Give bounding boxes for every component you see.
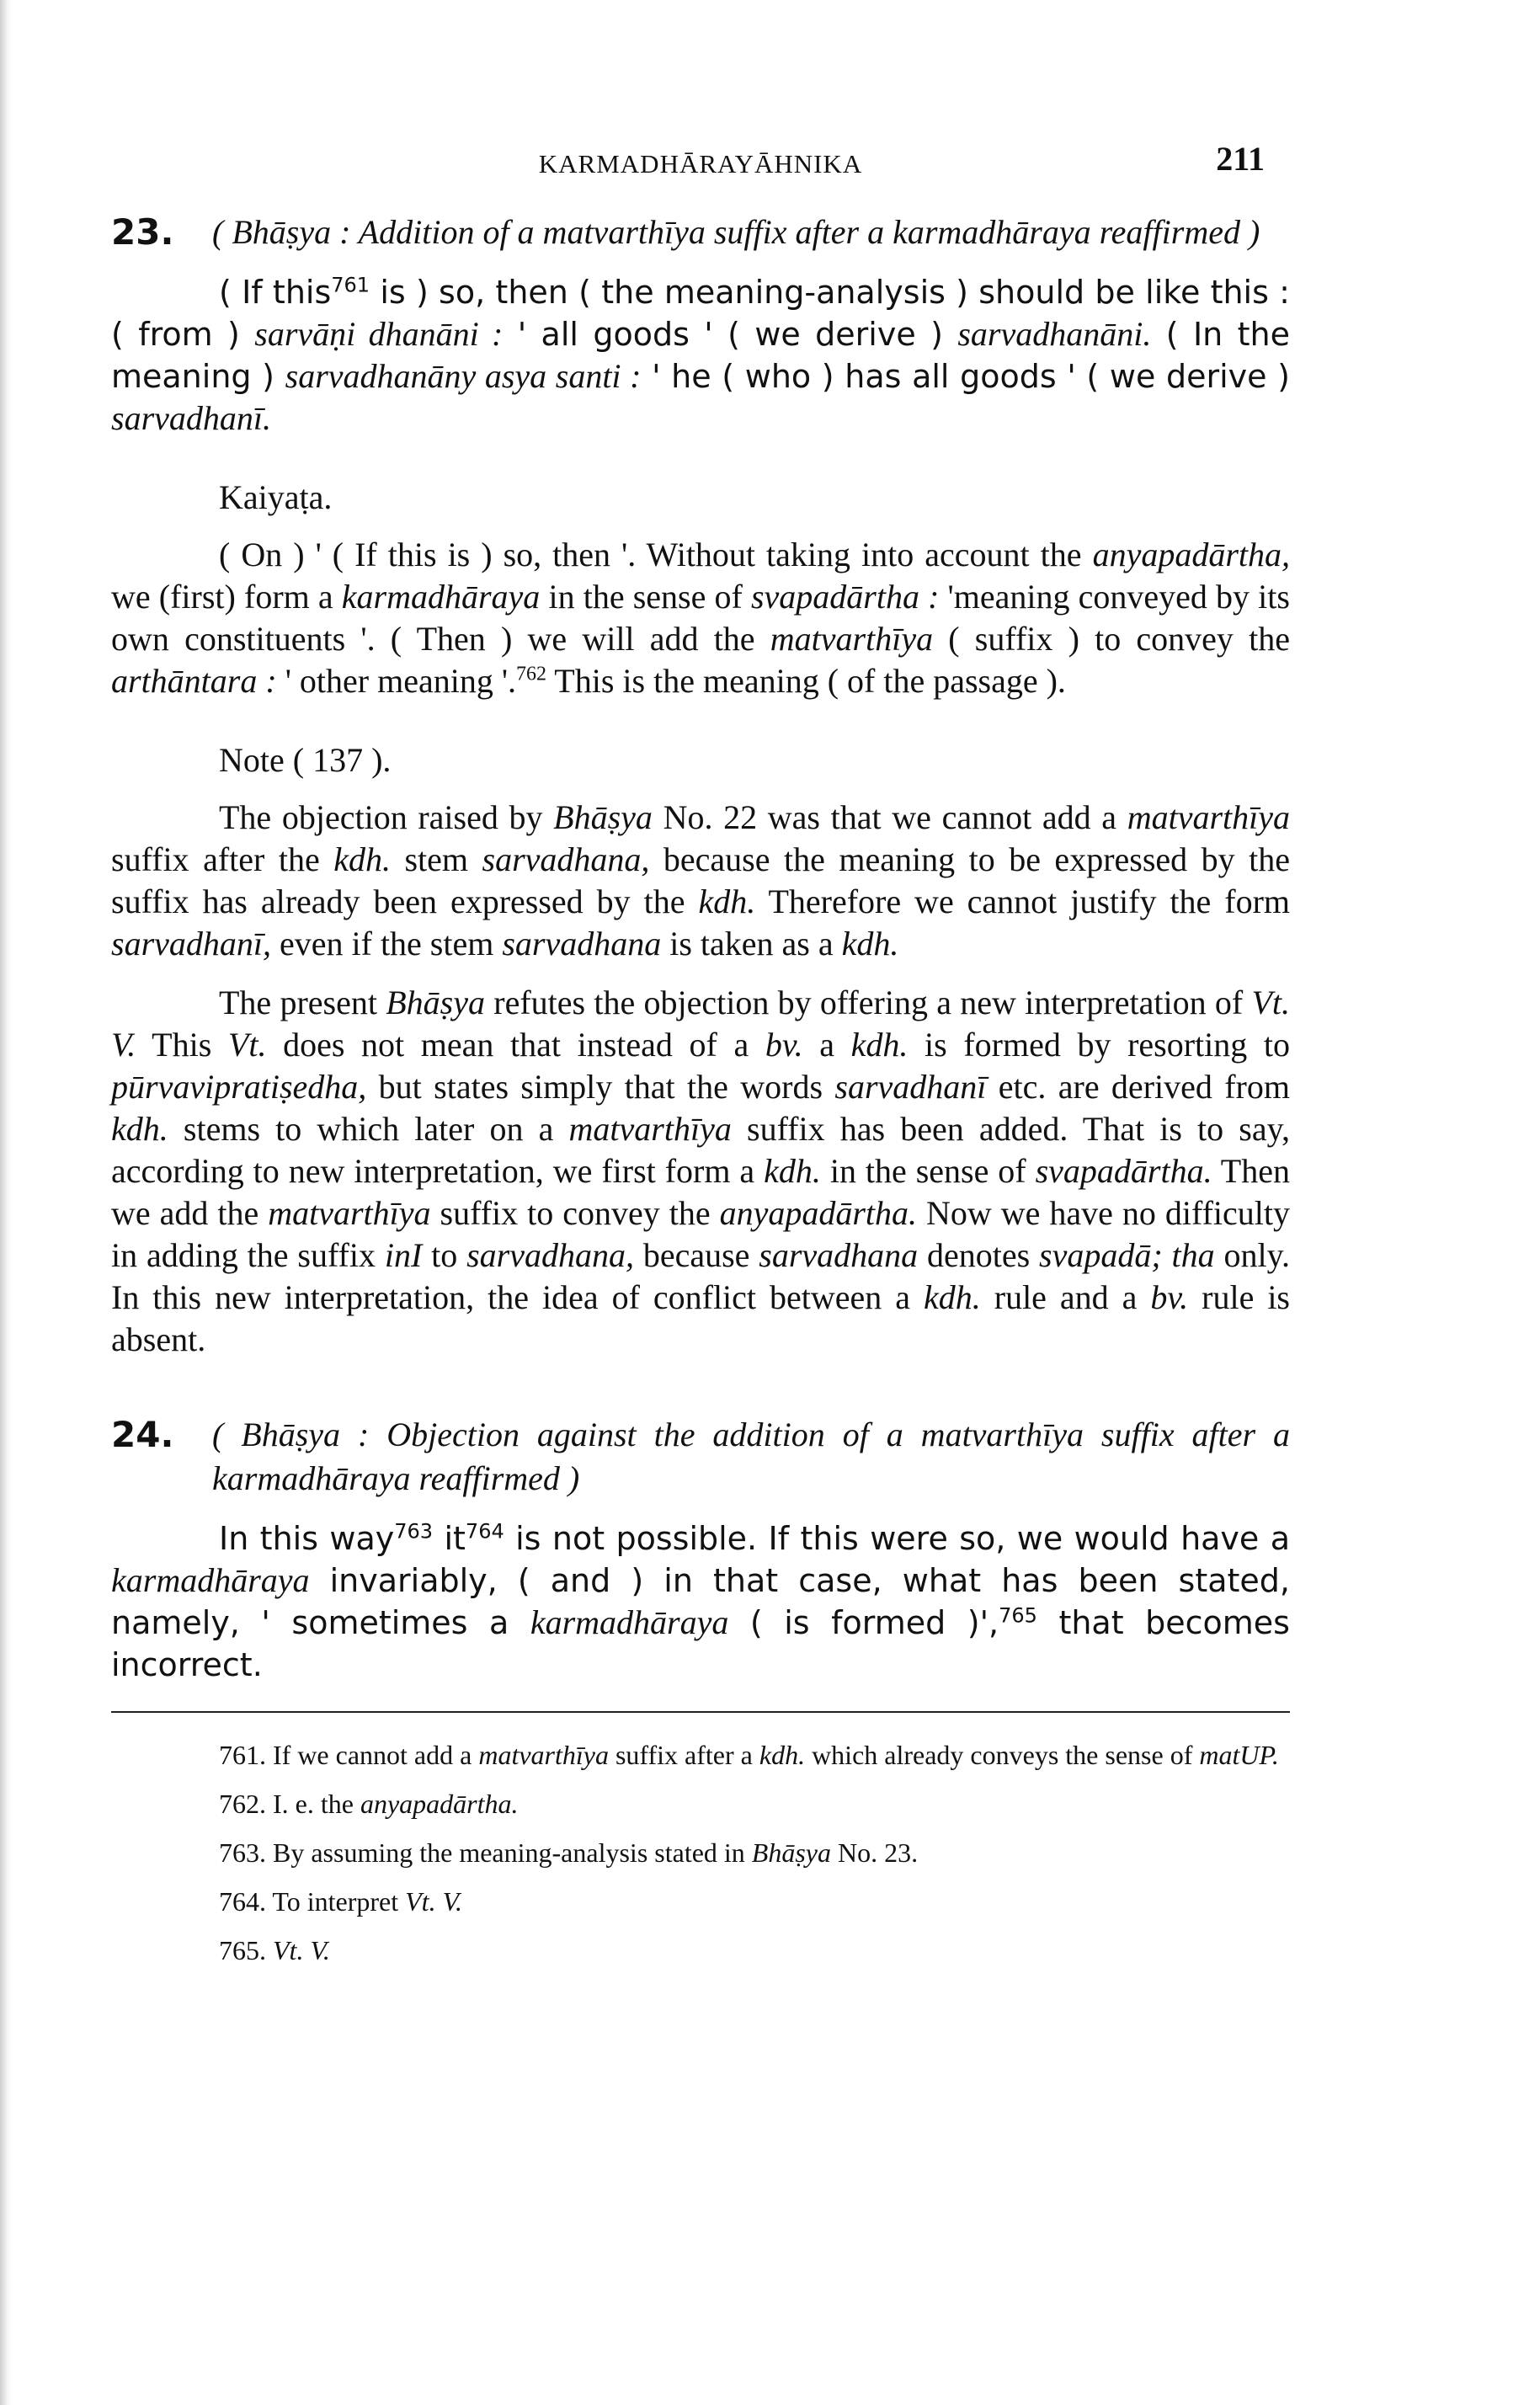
footnote-ref: 763 <box>394 1519 434 1544</box>
term: kdh. <box>698 883 756 920</box>
term: matUP. <box>1199 1740 1279 1770</box>
section-title: ( Bhāṣya : Objection against the addition of a matvarthīya suffix after a karmadhāraya reaffirmed ) <box>212 1416 1290 1497</box>
text-run: By assuming the meaning-analysis stated in <box>273 1837 752 1868</box>
term: Vt. V. <box>405 1886 462 1917</box>
term: matvarthīya <box>478 1740 609 1770</box>
bhasya-24-text <box>111 1517 1290 1686</box>
kaiyata-heading: Kaiyaṭa. <box>219 478 333 516</box>
text-run: In this way <box>219 1520 395 1557</box>
term: matvarthīya <box>1127 798 1290 836</box>
text-run: This <box>136 1026 228 1064</box>
text-run: Therefore we cannot justify the form <box>755 883 1291 920</box>
text-run: is ) so, then ( the meaning-analysis ) should be like this : ( from ) <box>111 274 1290 353</box>
running-title: KARMADHĀRAYĀHNIKA <box>538 149 863 179</box>
term: karmadhāraya <box>530 1603 729 1641</box>
footnote-number: 761. <box>219 1740 266 1770</box>
section-number: 24. <box>111 1414 174 1455</box>
term: anyapadārtha, <box>1092 536 1290 573</box>
footnote-rule <box>111 1711 1290 1713</box>
text-run: ( If this <box>219 274 332 311</box>
term: arthāntara : <box>111 662 277 700</box>
footnote-ref: 762 <box>516 663 547 685</box>
text-run: to <box>422 1236 467 1274</box>
section-24-heading <box>111 1413 1290 1501</box>
term: karmadhāraya <box>111 1561 310 1599</box>
term: kdh. <box>850 1026 909 1064</box>
text-run: rule is absent. <box>111 1278 1290 1358</box>
text-run: ' all goods ' ( we derive ) <box>503 316 958 353</box>
text-run: we (first) form a <box>111 578 342 616</box>
text-run: suffix has been added. That is to say, according to new interpretation, we first form a <box>111 1110 1291 1190</box>
term: sarvadhana <box>502 925 662 963</box>
text-run: but states simply that the words <box>366 1068 835 1106</box>
term: kdh. <box>764 1152 821 1190</box>
term: sarvadhana, <box>482 840 650 878</box>
term: anyapadārtha. <box>360 1789 519 1819</box>
text-run: stem <box>390 840 482 878</box>
term: matvarthīya <box>770 620 934 658</box>
term: inI <box>384 1236 423 1274</box>
term: svapadārtha. <box>1035 1152 1212 1190</box>
text-run: refutes the objection by offering a new interpretation of <box>484 984 1252 1021</box>
text-run: ( On ) ' ( If this is ) so, then '. Without taking into account the <box>219 536 1093 573</box>
kaiyata-text <box>111 534 1290 702</box>
term: sarvadhanī <box>834 1068 987 1106</box>
term: kdh. <box>841 925 899 963</box>
term: sarvadhana <box>759 1236 919 1274</box>
footnote-763 <box>111 1836 1290 1869</box>
text-run: suffix after the <box>111 840 334 878</box>
footnote-number: 764. <box>219 1886 266 1917</box>
term: kdh. <box>111 1110 168 1148</box>
term: svapadā; tha <box>1039 1236 1215 1274</box>
footnote-number: 762. <box>219 1789 266 1819</box>
text-run: invariably, ( and ) in that case, what has been stated, namely, ' sometimes a <box>111 1562 1290 1641</box>
text-run: is not possible. If this were so, we would have a <box>504 1520 1290 1557</box>
running-head <box>111 140 1290 194</box>
note-heading: Note ( 137 ). <box>219 741 392 779</box>
text-run: is formed by resorting to <box>908 1026 1290 1064</box>
book-page <box>111 140 1291 1982</box>
footnotes <box>111 1738 1290 1967</box>
term: sarvadhanī. <box>111 399 271 437</box>
text-run: Then we add the <box>111 1152 1290 1232</box>
footnote-761 <box>111 1738 1290 1772</box>
text-run: is taken as a <box>661 925 842 963</box>
term: Bhāṣya <box>553 798 653 836</box>
footnote-ref: 764 <box>465 1519 504 1544</box>
term: sarvadhanāni. <box>957 315 1152 353</box>
term: Vt. V. <box>111 984 1290 1064</box>
term: Vt. <box>227 1026 267 1064</box>
term: kdh. <box>924 1278 981 1316</box>
note-paragraph-2 <box>111 982 1290 1361</box>
text-run: because <box>633 1236 759 1274</box>
term: svapadārtha : <box>750 578 940 616</box>
term: Bhāṣya <box>751 1837 831 1868</box>
text-run: Now we have no difficulty in adding the suffix <box>111 1194 1291 1274</box>
text-run: ( suffix ) to convey the <box>933 620 1290 658</box>
term: Vt. V. <box>273 1935 330 1965</box>
text-run: rule and a <box>980 1278 1151 1316</box>
text-run: ( In the meaning ) <box>111 316 1290 395</box>
section-number: 23. <box>111 211 174 253</box>
footnote-ref: 761 <box>331 273 370 297</box>
text-run: in the sense of <box>820 1152 1036 1190</box>
text-run: ( is formed )', <box>728 1604 999 1641</box>
footnote-762 <box>111 1787 1290 1821</box>
page-number: 211 <box>1216 140 1265 178</box>
term: pūrvavipratiṣedha, <box>111 1068 367 1106</box>
term: sarvadhana, <box>466 1236 634 1274</box>
term: Bhāṣya <box>386 984 485 1021</box>
text-run: ' he ( who ) has all goods ' ( we derive ) <box>641 358 1291 395</box>
note-paragraph-1 <box>111 797 1290 965</box>
term: kdh. <box>333 840 391 878</box>
text-run: No. 22 was that we cannot add a <box>652 798 1127 836</box>
text-run: The objection raised by <box>219 798 554 836</box>
text-run: This is the meaning ( of the passage ). <box>546 662 1066 700</box>
section-title: ( Bhāṣya : Addition of a matvarthīya suffix after a karmadhāraya reaffirmed ) <box>212 213 1260 251</box>
text-run: The present <box>219 984 386 1021</box>
text-run: only. In this new interpretation, the idea of conflict between a <box>111 1236 1291 1316</box>
text-run: it <box>433 1520 466 1557</box>
text-run: stems to which later on a <box>168 1110 569 1148</box>
term: sarvadhanāny asya santi : <box>285 357 642 395</box>
footnote-764 <box>111 1885 1290 1918</box>
term: matvarthīya <box>268 1194 431 1232</box>
text-run: because the meaning to be expressed by the suffix has already been expressed by the <box>111 840 1291 920</box>
term: matvarthīya <box>568 1110 732 1148</box>
text-run: ' other meaning '. <box>276 662 517 700</box>
text-run: I. e. the <box>273 1789 360 1819</box>
term: kdh. <box>759 1740 806 1770</box>
footnote-number: 763. <box>219 1837 266 1868</box>
text-run: etc. are derived from <box>986 1068 1290 1106</box>
text-run: a <box>802 1026 851 1064</box>
text-run: suffix after a <box>608 1740 759 1770</box>
term: sarvadhanī, <box>111 925 271 963</box>
term: bv. <box>1150 1278 1189 1316</box>
footnote-765 <box>111 1933 1290 1967</box>
term: sarvāṇi dhanāni : <box>254 315 504 353</box>
text-run: To interpret <box>272 1886 406 1917</box>
text-run: denotes <box>918 1236 1040 1274</box>
text-run: does not mean that instead of a <box>266 1026 765 1064</box>
text-run: No. 23. <box>831 1837 919 1868</box>
term: anyapadārtha. <box>719 1194 918 1232</box>
term: karmadhāraya <box>341 578 541 616</box>
text-run: 'meaning conveyed by its own constituents '. ( Then ) we will add the <box>111 578 1290 658</box>
text-run: which already conveys the sense of <box>805 1740 1200 1770</box>
section-23-heading <box>111 211 1290 254</box>
bhasya-23-text <box>111 271 1290 440</box>
text-run: in the sense of <box>540 578 751 616</box>
text-run: even if the stem <box>271 925 503 963</box>
term: bv. <box>765 1026 803 1064</box>
text-run: that becomes incorrect. <box>111 1604 1290 1683</box>
scan-edge <box>0 0 12 2405</box>
text-run: suffix to convey the <box>430 1194 720 1232</box>
footnote-number: 765. <box>219 1935 266 1965</box>
footnote-ref: 765 <box>999 1603 1037 1628</box>
text-run: If we cannot add a <box>273 1740 479 1770</box>
